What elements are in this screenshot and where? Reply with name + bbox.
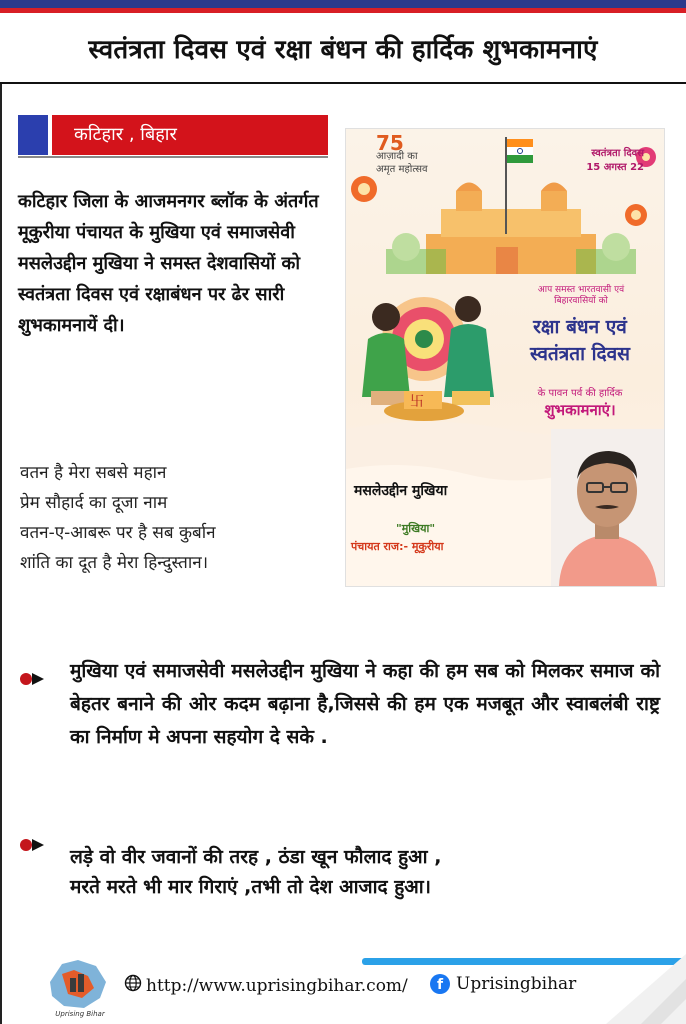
poem-line: प्रेम सौहार्द का दूजा नाम: [20, 493, 168, 513]
uprising-bihar-logo: [44, 952, 110, 1014]
poster-greeting-heading: रक्षा बंधन एवं स्वतंत्रता दिवस: [529, 316, 631, 365]
location-tag: कटिहार , बिहार: [52, 115, 328, 155]
facebook-handle: Uprisingbihar: [456, 974, 577, 994]
bullet-arrow-icon: [20, 836, 60, 854]
location-tag-marker: [18, 115, 48, 155]
top-border-red: [0, 8, 686, 13]
website-link[interactable]: [124, 974, 408, 997]
svg-text:卐: 卐: [410, 394, 424, 410]
poster-greeting-subtext: के पावन पर्व की हार्दिक: [537, 388, 623, 399]
lead-paragraph: कटिहार जिला के आजमनगर ब्लॉक के अंतर्गत मूकुरीया पंचायत के मुखिया एवं समाजसेवी मसलेउद्दीन मुखिया ने समस्त देशवासियों को स्वतंत्रता दिवस एवं रक्षाबंधन पर ढेर सारी शुभकामनायें दी।: [18, 191, 319, 336]
poem-line: शांति का दूत है मेरा हिन्दुस्तान।: [20, 553, 209, 573]
bullet-arrow-icon: [20, 670, 60, 688]
person-silhouette: [551, 429, 664, 586]
person-photo: [551, 429, 664, 586]
azadi-amrit-logo: 75 आज़ादी का अमृत महोत्सव: [376, 131, 428, 175]
globe-icon: [124, 974, 142, 997]
independence-day-date: स्वतंत्रता दिवस 15 अगस्त 22: [586, 148, 644, 173]
greeting-poster: [345, 128, 665, 587]
corner-decoration: [606, 954, 686, 1024]
title-divider: [0, 82, 686, 84]
quote-line: लड़े वो वीर जवानों की तरह , ठंडा खून फौलाद हुआ ,: [70, 846, 442, 868]
top-border-blue: [0, 0, 686, 8]
left-border: [0, 84, 2, 1024]
poster-person-name: मसलेउद्दीन मुखिया: [354, 483, 448, 499]
website-url: http://www.uprisingbihar.com/: [146, 975, 408, 996]
location-underline: [18, 156, 328, 158]
body-paragraph: मुखिया एवं समाजसेवी मसलेउद्दीन मुखिया ने कहा की हम सब को मिलकर समाज को बेहतर बनाने की ओर कदम बढ़ाना है,जिससे की हम एक मजबूत और स्वाबलंबी राष्ट्र का निर्माण मे अपना सहयोग दे सके .: [70, 660, 660, 748]
quote-line: मरते मरते भी मार गिराएं ,तभी तो देश आजाद हुआ।: [70, 876, 431, 898]
facebook-icon: f: [430, 974, 450, 994]
facebook-link[interactable]: [430, 974, 576, 994]
poster-person-place: पंचायत राज:- मूकुरीया: [351, 540, 444, 553]
footer-logo-text: Uprising Bihar: [55, 1010, 105, 1018]
poster-person-role: "मुखिया": [396, 522, 436, 535]
poster-greeting-wish: शुभकामनाएं।: [544, 401, 616, 419]
poem: [20, 458, 340, 578]
poem-line: वतन-ए-आबरू पर है सब कुर्बान: [20, 523, 216, 543]
poem-line: वतन है मेरा सबसे महान: [20, 463, 167, 483]
page-title: स्वतंत्रता दिवस एवं रक्षा बंधन की हार्दिक शुभकामनाएं: [88, 35, 598, 65]
patriotic-quote: [70, 842, 670, 902]
poster-greeting-intro: आप समस्त भारतवासी एवं बिहारवासियों को: [537, 285, 625, 306]
